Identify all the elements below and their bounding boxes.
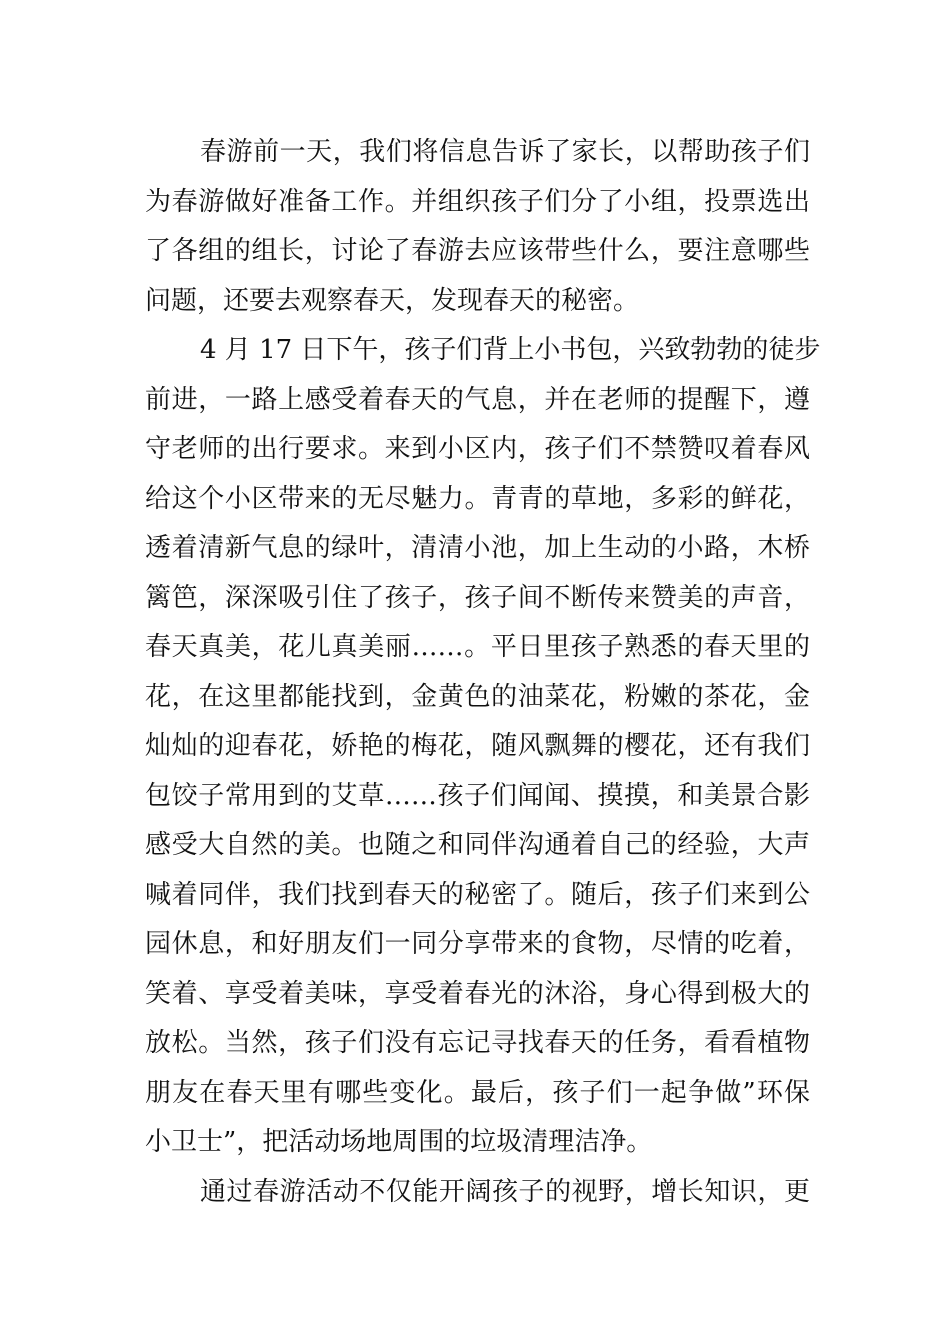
paragraph-3 xyxy=(145,1168,810,1218)
paragraph-1 xyxy=(145,128,810,326)
text-line: 透着清新气息的绿叶，清清小池，加上生动的小路，木桥 xyxy=(145,533,810,563)
text-line: 朋友在春天里有哪些变化。最后，孩子们一起争做”环保 xyxy=(145,1077,810,1108)
document-body xyxy=(145,128,821,1217)
text-line: 春天真美，花儿真美丽……。平日里孩子熟悉的春天里的 xyxy=(145,632,810,662)
text-line: 篱笆，深深吸引住了孩子，孩子间不断传来赞美的声音， xyxy=(145,582,810,613)
text-line: 园休息，和好朋友们一同分享带来的食物，尽情的吃着， xyxy=(145,929,810,959)
text-line: 守老师的出行要求。来到小区内，孩子们不禁赞叹着春风 xyxy=(145,434,810,464)
text-line: 通过春游活动不仅能开阔孩子的视野，增长知识，更 xyxy=(200,1176,810,1207)
text-line: 为春游做好准备工作。并组织孩子们分了小组，投票选出 xyxy=(145,186,810,217)
text-line: 包饺子常用到的艾草……孩子们闻闻、摸摸，和美景合影 xyxy=(145,780,810,811)
text-line: 了各组的组长，讨论了春游去应该带些什么，要注意哪些 xyxy=(145,236,810,266)
text-line: 笑着、享受着美味，享受着春光的沐浴，身心得到极大的 xyxy=(145,978,810,1009)
text-line: 放松。当然，孩子们没有忘记寻找春天的任务，看看植物 xyxy=(145,1028,810,1058)
text-line: 灿灿的迎春花，娇艳的梅花，随风飘舞的樱花，还有我们 xyxy=(145,731,810,761)
text-line: 4 月 17 日下午，孩子们背上小书包，兴致勃勃的徒步 xyxy=(200,335,821,365)
text-line: 春游前一天，我们将信息告诉了家长，以帮助孩子们 xyxy=(200,137,810,167)
text-line: 感受大自然的美。也随之和同伴沟通着自己的经验，大声 xyxy=(145,830,810,860)
text-line: 喊着同伴，我们找到春天的秘密了。随后，孩子们来到公 xyxy=(145,879,810,910)
text-line: 花，在这里都能找到，金黄色的油菜花，粉嫩的茶花，金 xyxy=(145,681,810,712)
text-line: 问题，还要去观察春天，发现春天的秘密。 xyxy=(145,285,640,316)
text-line: 前进，一路上感受着春天的气息，并在老师的提醒下，遵 xyxy=(145,384,810,415)
text-line: 小卫士”，把活动场地周围的垃圾清理洁净。 xyxy=(145,1127,653,1157)
paragraph-2 xyxy=(145,326,821,1168)
text-line: 给这个小区带来的无尽魅力。青青的草地，多彩的鲜花， xyxy=(145,483,810,514)
